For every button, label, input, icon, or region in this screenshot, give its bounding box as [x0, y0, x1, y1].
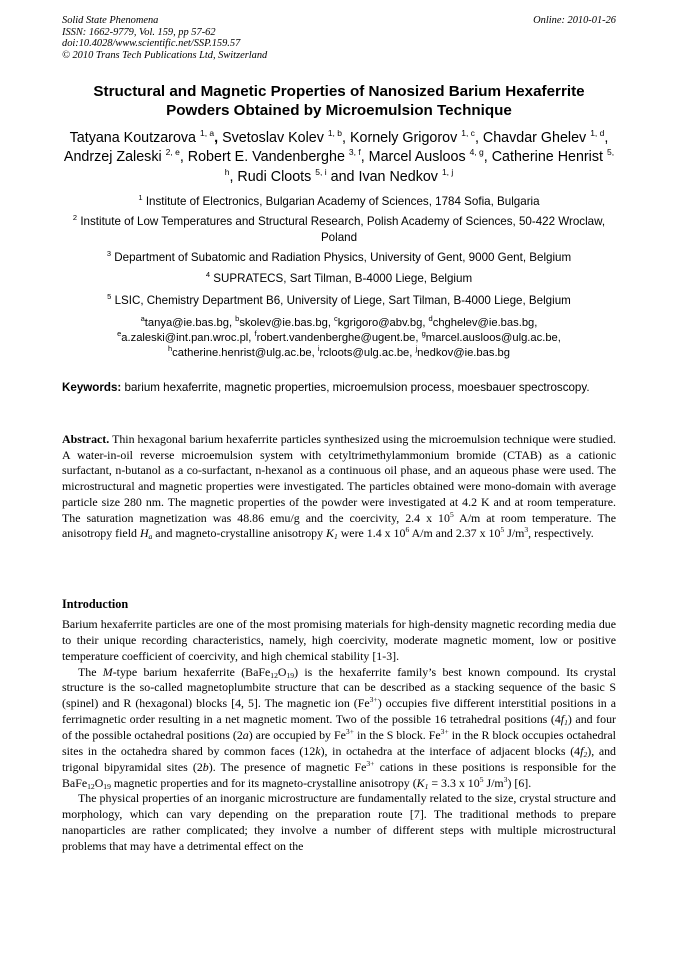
author-name: Marcel Ausloos [368, 149, 466, 166]
author-marker: 1, d [590, 128, 605, 138]
issn-line: ISSN: 1662-9779, Vol. 159, pp 57-62 [62, 26, 216, 38]
abstract-label: Abstract. [62, 432, 110, 446]
keywords-text: barium hexaferrite, magnetic properties, microemulsion process, moesbauer spectroscopy. [124, 381, 590, 394]
author-marker: 1, a [199, 128, 215, 138]
email-marker: h [168, 343, 173, 353]
abstract: Abstract. Thin hexagonal barium hexaferrite particles synthesized using the microemulsion technique were studied. A water-in-oil reverse microemulsion system with cetyltrimethylammonium bromide (CTAB) as a cationic surfactant, n-butanol as a co-surfactant, n-hexanol as a continuous oil phase, and an aqueous phase were used. The microstructural and magnetic properties were investigated. The particles obtained were mono-domain with average particle size 280 nm. The magnetic properties of the powder were investigated at 4.2 K and at room temperature. The saturation magnetization was 48.86 emu/g and the coercivity, 2.4 x $10^5$ A/m at room temperature. The anisotropy field $H_a$ and magneto-crystalline anisotropy $K_1$ were 1.4 x $10^6$ A/m and 2.37 x $10^5$ $J/m^3$, respectively. [62, 432, 616, 542]
author-name: Kornely Grigorov [349, 130, 458, 146]
online-date: Online: 2010-01-26 [533, 15, 616, 26]
email-link[interactable]: nedkov@ie.bas.bg [417, 346, 510, 359]
paper-title [62, 82, 616, 120]
affiliation-1: $^1$ Institute of Electronics, Bulgarian Academy of Sciences, 1784 Sofia, Bulgaria [138, 193, 540, 208]
journal-name: Solid State Phenomena [62, 15, 159, 26]
copyright-line: © 2010 Trans Tech Publications Ltd, Switzerland [62, 49, 268, 61]
author-name: Andrzej Zaleski [63, 149, 162, 166]
journal-header [62, 15, 616, 61]
keywords [62, 380, 616, 395]
author-marker: 5, h [224, 147, 615, 177]
email-link[interactable]: tanya@ie.bas.bg [144, 317, 229, 329]
author-conjunction: and [330, 168, 355, 185]
affiliation-3: $^3$ Department of Subatomic and Radiation Physics, University of Gent, 9000 Gent, Belgium [106, 249, 572, 264]
paragraph: Barium hexaferrite particles are one of the most promising materials for high-density magnetic recording media due to their unique recording characteristics, namely, high coercivity, moderate magnetic moment, low or positive temperature coefficient of coercivity, and high chemical stability [1-3]. [62, 617, 616, 663]
author-name: Robert E. Vandenberghe [187, 149, 345, 166]
email-link[interactable]: kgrigoro@abv.bg [337, 317, 423, 329]
email-link[interactable]: rcloots@ulg.ac.be [319, 346, 410, 359]
paragraph: The physical properties of an inorganic microstructure are fundamentally related to the size, crystal structure and morphology, which can vary depending on the preparation route [7]. The traditional methods to prepare nanoparticles are rather complicated; they involve a number of different steps with multiple microstructural problems that may have a detrimental effect on the [62, 791, 616, 854]
email-link[interactable]: chghelev@ie.bas.bg [432, 317, 535, 329]
keywords-label: Keywords: [62, 381, 122, 394]
author-marker: 1, b [327, 128, 343, 138]
author-name: Tatyana Koutzarova [69, 130, 196, 146]
author-marker: 4, g [469, 147, 484, 158]
email-link[interactable]: skolev@ie.bas.bg [239, 317, 328, 329]
paragraph: The M-type barium hexaferrite $(BaFe_{12}O_{19})$ is the hexaferrite family’s best known compound. Its crystal structure is the so-called magnetoplumbite structure that can be described as a stacking sequence of the basic S (spinel) and R (hexagonal) blocks [4, 5]. The magnetic ion $(Fe^{3+})$ occupies five different interstitial positions in a ferrimagnetic order resulting in a net magnetic moment. Two of the possible 16 tetrahedral positions $(4f_1)$ and four of the possible octahedral positions (2a) are occupied by $Fe^{3+}$ in the S block. $Fe^{3+}$ in the R block occupies octahedral sites in the octahedra shared by common faces (12k), in octahedra at the interface of adjacent blocks $(4f_2)$, and trigonal bipyramidal sites (2b). The presence of magnetic $Fe^{3+}$ cations in these positions is responsible for the $BaFe_{12}O_{19}$ magnetic properties and for its magneto-crystalline anisotropy ($K_1 = 3.3$ x $10^5$ $J/m^3$) [6]. [62, 664, 617, 791]
email-link[interactable]: robert.vandenberghe@ugent.be [256, 331, 416, 344]
author-marker: 1, j [441, 166, 454, 177]
affiliation-2: $^2$ Institute of Low Temperatures and Structural Research, Polish Academy of Sciences, 50-422 Wroclaw, Poland [72, 213, 606, 244]
email-list: $^a$tanya@ie.bas.bg, $^b$skolev@ie.bas.bg, $^c$kgrigoro@abv.bg, $^d$chghelev@ie.bas.bg, $^e$a.zaleski@int.pan.wroc.pl, $^f$robert.vandenberghe@ugent.be, $^g$marcel.ausloos@ulg.ac.be, $^h$catherine.henrist@ulg.ac.be, $^i$rcloots@ulg.ac.be, $^j$nedkov@ie.bas.bg [117, 314, 561, 359]
author-name: Rudi Cloots [237, 168, 312, 185]
author-marker: 5, i [315, 166, 327, 177]
author-name: Catherine Henrist [491, 149, 603, 166]
author-marker: 2, e [165, 147, 180, 158]
affiliation-5: $^5$ LSIC, Chemistry Department B6, University of Liege, Sart Tilman, B-4000 Liege, Belgium [107, 292, 571, 307]
author-marker: 1, c [461, 128, 475, 138]
author-name: Chavdar Ghelev [482, 130, 587, 146]
email-link[interactable]: a.zaleski@int.pan.wroc.pl [121, 331, 249, 344]
author-name: Svetoslav Kolev [222, 130, 324, 146]
title-line-1: Structural and Magnetic Properties of Nanosized Barium Hexaferrite [93, 83, 585, 100]
affiliation-4: $^4$ SUPRATECS, Sart Tilman, B-4000 Liege, Belgium [205, 270, 473, 285]
author-marker: 3, f [348, 147, 361, 158]
introduction-body [62, 617, 616, 855]
doi-line[interactable]: doi:10.4028/www.scientific.net/SSP.159.57 [62, 38, 241, 50]
email-link[interactable]: marcel.ausloos@ulg.ac.be [425, 331, 558, 344]
author-list: Tatyana Koutzarova $^{1, a}$, Svetoslav Kolev $^{1, b}$, Kornely Grigorov $^{1, c}$, Chavdar Ghelev $^{1, d}$, Andrzej Zaleski $^{2, e}$, Robert E. Vandenberghe $^{3, f}$, Marcel Ausloos $^{4, g}$, Catherine Henrist $^{5, h}$, Rudi Cloots $^{5, i}$ and Ivan Nedkov $^{1, j}$ [63, 128, 615, 185]
email-link[interactable]: catherine.henrist@ulg.ac.be [172, 346, 312, 359]
section-heading-introduction: Introduction [62, 597, 129, 611]
author-name: Ivan Nedkov [358, 168, 438, 185]
title-line-2: Powders Obtained by Microemulsion Technique [166, 102, 512, 119]
